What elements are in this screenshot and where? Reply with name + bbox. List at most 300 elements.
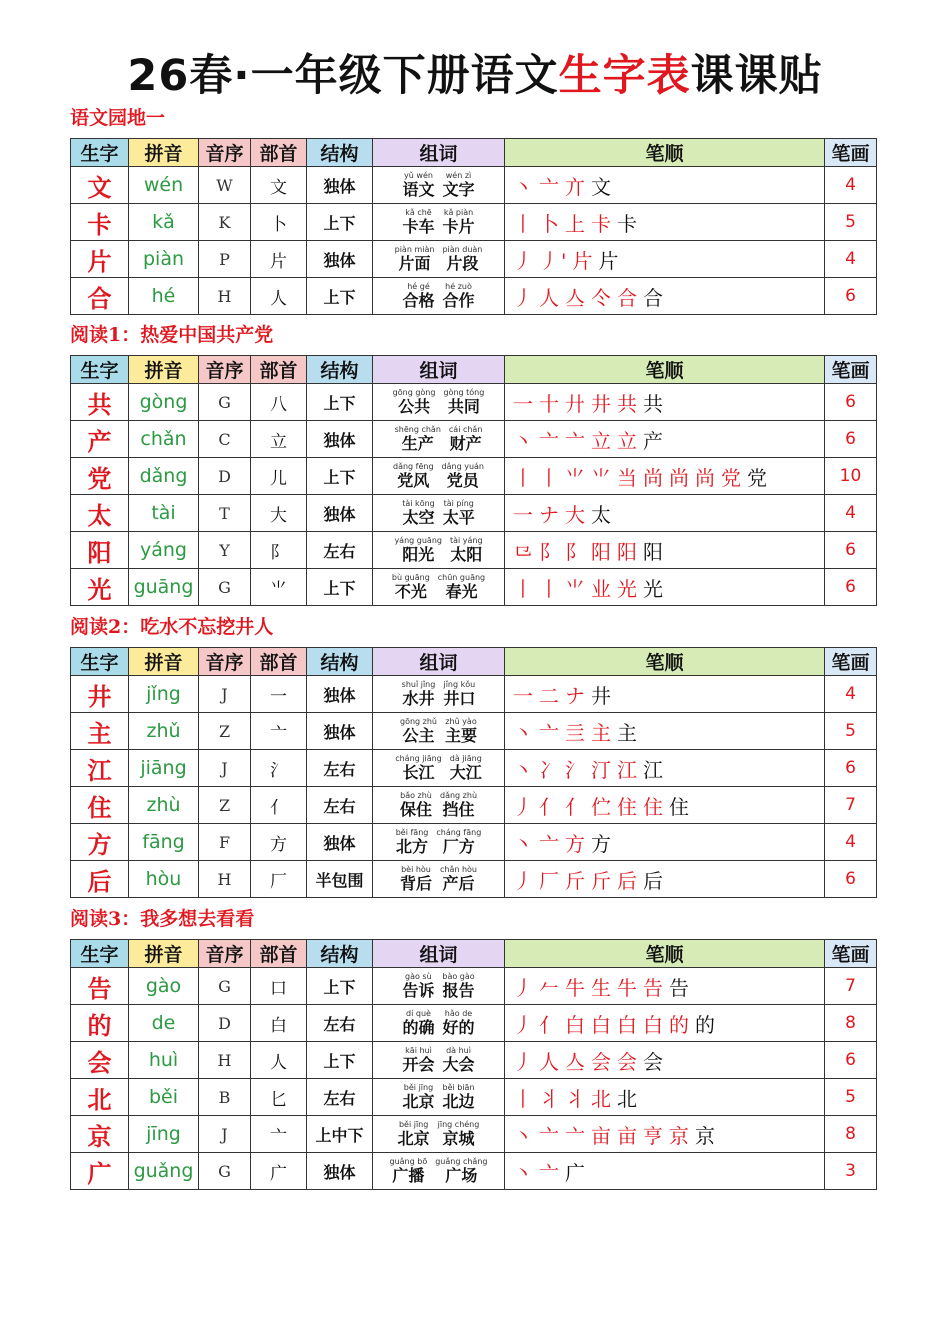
stroke-step: 丶	[513, 174, 535, 199]
word-pinyin: jǐng kǒu	[443, 680, 476, 689]
stroke-step: 丬	[565, 1086, 587, 1111]
stroke-step: 尚	[669, 465, 691, 490]
pinyin-cell: de	[129, 1005, 199, 1042]
word-pinyin: dà huì	[446, 1046, 471, 1055]
header-radical: 部首	[251, 940, 307, 968]
char-cell: 北	[71, 1079, 129, 1116]
stroke-step: 住	[643, 794, 665, 819]
word-text: 北京	[402, 1092, 435, 1111]
char-cell: 主	[71, 713, 129, 750]
stroke-step: 卜	[539, 211, 561, 236]
stroke-step: 北	[617, 1086, 639, 1111]
words-cell	[373, 968, 505, 1005]
char-cell: 广	[71, 1153, 129, 1190]
words-cell	[373, 421, 505, 458]
table-header-row	[71, 940, 877, 968]
header-seq: 音序	[199, 940, 251, 968]
stroke-step: 丶	[513, 831, 535, 856]
word-pinyin: hé gé	[407, 282, 430, 291]
word-pinyin: chūn guāng	[437, 573, 486, 582]
word-pair	[395, 426, 441, 452]
pinyin-cell: jiāng	[129, 750, 199, 787]
stroke-step: 江	[643, 757, 665, 782]
radical-cell: 人	[251, 278, 307, 315]
word-pair	[392, 574, 430, 600]
char-cell: 后	[71, 861, 129, 898]
stroke-step: 住	[617, 794, 639, 819]
word-pinyin: dǎng zhù	[440, 791, 478, 800]
word-text: 合作	[442, 291, 475, 310]
word-text: 阳光	[402, 545, 435, 564]
word-text: 主要	[445, 726, 478, 745]
header-pinyin: 拼音	[129, 139, 199, 167]
word-pair	[438, 574, 485, 600]
word-pair	[402, 209, 434, 235]
word-pair	[393, 463, 434, 489]
pinyin-cell: kǎ	[129, 204, 199, 241]
char-cell: 片	[71, 241, 129, 278]
seq-cell: Y	[199, 532, 251, 569]
word-pinyin: dà jiāng	[449, 754, 482, 763]
stroke-step: 亼	[565, 285, 587, 310]
stroke-order-cell	[505, 167, 825, 204]
table-row	[71, 787, 877, 824]
header-radical: 部首	[251, 648, 307, 676]
stroke-step: 丶	[513, 1123, 535, 1148]
stroke-step: 亠	[565, 428, 587, 453]
table-row	[71, 676, 877, 713]
word-pinyin: tài yáng	[449, 536, 483, 545]
radical-cell: 广	[251, 1153, 307, 1190]
stroke-count-cell: 4	[825, 824, 877, 861]
stroke-order-cell	[505, 278, 825, 315]
pinyin-cell: chǎn	[129, 421, 199, 458]
stroke-step: 立	[617, 428, 639, 453]
radical-cell: 阝	[251, 532, 307, 569]
stroke-count-cell: 6	[825, 1042, 877, 1079]
stroke-step: 文	[591, 174, 613, 199]
words-cell	[373, 824, 505, 861]
stroke-step: 广	[565, 1160, 587, 1185]
structure-cell: 独体	[307, 167, 373, 204]
word-text: 文字	[442, 180, 475, 199]
stroke-order-cell	[505, 384, 825, 421]
word-pinyin: yǔ wén	[404, 171, 433, 180]
table-row	[71, 495, 877, 532]
word-text: 开会	[402, 1055, 435, 1074]
words-cell	[373, 384, 505, 421]
stroke-step: 汀	[591, 757, 613, 782]
words-cell	[373, 861, 505, 898]
stroke-order-cell	[505, 1079, 825, 1116]
word-text: 不光	[394, 582, 427, 601]
word-text: 卡片	[442, 217, 475, 236]
stroke-step: 丨	[513, 465, 535, 490]
stroke-step: 后	[643, 868, 665, 893]
stroke-step: ⺋	[513, 539, 535, 564]
word-pair	[435, 1158, 487, 1184]
stroke-step: 亻	[539, 794, 561, 819]
section-4	[70, 905, 876, 1190]
radical-cell: 片	[251, 241, 307, 278]
word-text: 合格	[402, 291, 435, 310]
stroke-step: 北	[591, 1086, 613, 1111]
pinyin-cell: guāng	[129, 569, 199, 606]
seq-cell: G	[199, 569, 251, 606]
stroke-order-cell	[505, 1116, 825, 1153]
stroke-step: 京	[695, 1123, 717, 1148]
header-order: 笔顺	[505, 940, 825, 968]
stroke-step: 大	[565, 502, 587, 527]
word-pinyin: dǎng fēng	[392, 462, 434, 471]
header-count: 笔画	[825, 356, 877, 384]
stroke-order-cell	[505, 495, 825, 532]
word-pinyin: běi biān	[442, 1083, 475, 1092]
stroke-count-cell: 6	[825, 569, 877, 606]
header-order: 笔顺	[505, 356, 825, 384]
words-cell	[373, 532, 505, 569]
stroke-step: 白	[591, 1012, 613, 1037]
section-1	[70, 104, 876, 315]
table-row	[71, 1079, 877, 1116]
structure-cell: 上下	[307, 204, 373, 241]
stroke-step: ナ	[565, 683, 587, 708]
stroke-step: 会	[643, 1049, 665, 1074]
word-text: 北京	[397, 1129, 430, 1148]
stroke-step: 的	[669, 1012, 691, 1037]
radical-cell: 方	[251, 824, 307, 861]
word-pinyin: cái chǎn	[448, 425, 483, 434]
header-pinyin: 拼音	[129, 648, 199, 676]
words-cell	[373, 204, 505, 241]
seq-cell: J	[199, 676, 251, 713]
stroke-step: 太	[591, 502, 613, 527]
stroke-step: 一	[513, 391, 535, 416]
stroke-step: 丨	[539, 465, 561, 490]
stroke-step: 白	[565, 1012, 587, 1037]
seq-cell: G	[199, 968, 251, 1005]
word-pair	[402, 1047, 434, 1073]
header-structure: 结构	[307, 648, 373, 676]
header-count: 笔画	[825, 139, 877, 167]
stroke-step: 阳	[617, 539, 639, 564]
header-words: 组词	[373, 940, 505, 968]
word-pinyin: cháng fāng	[436, 828, 482, 837]
char-cell: 住	[71, 787, 129, 824]
word-pair	[442, 1084, 474, 1110]
stroke-step: 光	[617, 576, 639, 601]
stroke-order-cell	[505, 824, 825, 861]
stroke-step: 丿	[513, 975, 535, 1000]
pinyin-cell: huì	[129, 1042, 199, 1079]
char-cell: 党	[71, 458, 129, 495]
stroke-step: ⺌	[565, 465, 587, 490]
stroke-step: 丨	[513, 211, 535, 236]
radical-cell: 立	[251, 421, 307, 458]
stroke-step: 亠	[539, 174, 561, 199]
radical-cell: 口	[251, 968, 307, 1005]
seq-cell: J	[199, 1116, 251, 1153]
stroke-step: 的	[695, 1012, 717, 1037]
stroke-count-cell: 6	[825, 532, 877, 569]
char-cell: 江	[71, 750, 129, 787]
word-text: 广场	[445, 1166, 478, 1185]
word-pinyin: běi jīng	[403, 1083, 434, 1092]
stroke-step: 丿	[513, 794, 535, 819]
stroke-step: ナ	[539, 502, 561, 527]
structure-cell: 上下	[307, 1042, 373, 1079]
table-row	[71, 824, 877, 861]
stroke-step: 亠	[539, 831, 561, 856]
stroke-order-cell	[505, 676, 825, 713]
stroke-count-cell: 8	[825, 1116, 877, 1153]
word-pair	[449, 426, 483, 452]
stroke-step: 生	[591, 975, 613, 1000]
word-pinyin: zhǔ yào	[445, 717, 477, 726]
stroke-order-cell	[505, 968, 825, 1005]
stroke-step: 丨	[513, 1086, 535, 1111]
stroke-order-cell	[505, 532, 825, 569]
stroke-step: 阝	[539, 539, 561, 564]
words-cell	[373, 676, 505, 713]
stroke-step: 卡	[591, 211, 613, 236]
stroke-step: 井	[591, 391, 613, 416]
stroke-step: 亖	[565, 720, 587, 745]
stroke-step: 共	[617, 391, 639, 416]
structure-cell: 独体	[307, 713, 373, 750]
word-text: 报告	[442, 981, 475, 1000]
stroke-count-cell: 4	[825, 167, 877, 204]
stroke-step: 合	[643, 285, 665, 310]
structure-cell: 独体	[307, 1153, 373, 1190]
words-cell	[373, 1042, 505, 1079]
words-cell	[373, 278, 505, 315]
stroke-count-cell: 6	[825, 421, 877, 458]
stroke-step: 十	[539, 391, 561, 416]
word-text: 好的	[442, 1018, 475, 1037]
stroke-order-cell	[505, 569, 825, 606]
word-pair	[443, 172, 475, 198]
word-text: 井口	[443, 689, 476, 708]
radical-cell: 亻	[251, 787, 307, 824]
word-text: 公共	[398, 397, 431, 416]
pinyin-cell: běi	[129, 1079, 199, 1116]
stroke-step: 方	[591, 831, 613, 856]
header-char: 生字	[71, 139, 129, 167]
header-structure: 结构	[307, 940, 373, 968]
seq-cell: F	[199, 824, 251, 861]
structure-cell: 左右	[307, 787, 373, 824]
stroke-step: 冫	[539, 757, 561, 782]
words-cell	[373, 569, 505, 606]
char-cell: 告	[71, 968, 129, 1005]
stroke-step: 阳	[643, 539, 665, 564]
header-char: 生字	[71, 356, 129, 384]
char-cell: 阳	[71, 532, 129, 569]
pinyin-cell: zhǔ	[129, 713, 199, 750]
char-table	[70, 647, 877, 898]
stroke-step: 告	[643, 975, 665, 1000]
stroke-step: 亻	[539, 1012, 561, 1037]
seq-cell: C	[199, 421, 251, 458]
stroke-step: 亼	[565, 1049, 587, 1074]
word-text: 厂方	[442, 837, 475, 856]
word-text: 背后	[399, 874, 432, 893]
words-cell	[373, 167, 505, 204]
char-cell: 合	[71, 278, 129, 315]
stroke-step: ⺌	[565, 576, 587, 601]
word-pinyin: běi fāng	[395, 828, 429, 837]
word-text: 北边	[442, 1092, 475, 1111]
radical-cell: 八	[251, 384, 307, 421]
word-text: 共同	[447, 397, 480, 416]
structure-cell: 上下	[307, 569, 373, 606]
seq-cell: D	[199, 458, 251, 495]
stroke-order-cell	[505, 204, 825, 241]
header-radical: 部首	[251, 356, 307, 384]
section-title: 阅读1：热爱中国共产党	[70, 324, 274, 346]
stroke-step: 丿	[513, 1012, 535, 1037]
stroke-count-cell: 4	[825, 495, 877, 532]
word-pair	[390, 1158, 428, 1184]
word-pair	[440, 866, 477, 892]
stroke-step: 丿	[513, 248, 535, 273]
stroke-count-cell: 7	[825, 787, 877, 824]
stroke-step: 亠	[539, 720, 561, 745]
word-text: 大会	[442, 1055, 475, 1074]
stroke-step: 井	[591, 683, 613, 708]
structure-cell: 上中下	[307, 1116, 373, 1153]
stroke-step: 亻	[565, 794, 587, 819]
table-row	[71, 1116, 877, 1153]
stroke-step: 丿'	[539, 248, 569, 273]
word-text: 京城	[442, 1129, 475, 1148]
word-pair	[400, 718, 437, 744]
radical-cell: 亠	[251, 1116, 307, 1153]
word-pinyin: bèi hòu	[401, 865, 431, 874]
stroke-order-cell	[505, 421, 825, 458]
stroke-count-cell: 6	[825, 861, 877, 898]
radical-cell: 氵	[251, 750, 307, 787]
word-pinyin: gōng gòng	[392, 388, 436, 397]
word-pinyin: shuǐ jǐng	[401, 680, 436, 689]
stroke-step: 党	[747, 465, 769, 490]
stroke-step: 亩	[617, 1123, 639, 1148]
stroke-step: 党	[721, 465, 743, 490]
stroke-step: 牛	[617, 975, 639, 1000]
stroke-step: 主	[591, 720, 613, 745]
pinyin-cell: zhù	[129, 787, 199, 824]
char-table	[70, 939, 877, 1190]
stroke-step: ⺌	[591, 465, 613, 490]
word-pinyin: piàn miàn	[394, 245, 435, 254]
word-pinyin: bù guāng	[391, 573, 430, 582]
word-pinyin: cháng jiāng	[395, 754, 442, 763]
seq-cell: G	[199, 1153, 251, 1190]
word-text: 太空	[402, 508, 435, 527]
structure-cell: 上下	[307, 968, 373, 1005]
structure-cell: 独体	[307, 824, 373, 861]
stroke-count-cell: 10	[825, 458, 877, 495]
char-cell: 文	[71, 167, 129, 204]
word-pinyin: yáng guāng	[394, 536, 442, 545]
word-text: 的确	[402, 1018, 435, 1037]
stroke-step: 上	[565, 211, 587, 236]
stroke-step: 告	[669, 975, 691, 1000]
radical-cell: 人	[251, 1042, 307, 1079]
word-pinyin: bǎo zhù	[400, 791, 432, 800]
table-row	[71, 384, 877, 421]
char-cell: 卡	[71, 204, 129, 241]
header-char: 生字	[71, 648, 129, 676]
word-text: 产后	[442, 874, 475, 893]
char-cell: 共	[71, 384, 129, 421]
table-row	[71, 1042, 877, 1079]
word-pair	[398, 1121, 430, 1147]
radical-cell: 匕	[251, 1079, 307, 1116]
word-text: 长江	[402, 763, 435, 782]
word-pinyin: dí què	[406, 1009, 431, 1018]
structure-cell: 上下	[307, 458, 373, 495]
seq-cell: H	[199, 1042, 251, 1079]
structure-cell: 左右	[307, 532, 373, 569]
header-seq: 音序	[199, 356, 251, 384]
stroke-step: 江	[617, 757, 639, 782]
stroke-step: 共	[643, 391, 665, 416]
stroke-step: 丶	[513, 720, 535, 745]
stroke-step: 丶	[513, 757, 535, 782]
stroke-step: 会	[617, 1049, 639, 1074]
word-pair	[450, 537, 483, 563]
header-order: 笔顺	[505, 139, 825, 167]
stroke-step: 产	[643, 428, 665, 453]
seq-cell: T	[199, 495, 251, 532]
stroke-step: 一	[513, 683, 535, 708]
radical-cell: 儿	[251, 458, 307, 495]
header-count: 笔画	[825, 940, 877, 968]
structure-cell: 左右	[307, 1079, 373, 1116]
pinyin-cell: hòu	[129, 861, 199, 898]
word-pair	[443, 209, 475, 235]
table-row	[71, 861, 877, 898]
words-cell	[373, 787, 505, 824]
word-pair	[436, 829, 481, 855]
word-pinyin: jīng chéng	[437, 1120, 480, 1129]
stroke-step: 一	[513, 502, 535, 527]
stroke-order-cell	[505, 1005, 825, 1042]
seq-cell: B	[199, 1079, 251, 1116]
words-cell	[373, 1153, 505, 1190]
word-pinyin: gào sù	[405, 972, 432, 981]
seq-cell: Z	[199, 713, 251, 750]
stroke-count-cell: 3	[825, 1153, 877, 1190]
structure-cell: 上下	[307, 384, 373, 421]
table-header-row	[71, 648, 877, 676]
pinyin-cell: fāng	[129, 824, 199, 861]
stroke-order-cell	[505, 750, 825, 787]
char-cell: 会	[71, 1042, 129, 1079]
stroke-step: 会	[591, 1049, 613, 1074]
table-row	[71, 421, 877, 458]
word-pinyin: dǎng yuán	[441, 462, 484, 471]
stroke-step: 合	[617, 285, 639, 310]
word-text: 卡车	[402, 217, 435, 236]
pinyin-cell: wén	[129, 167, 199, 204]
stroke-count-cell: 8	[825, 1005, 877, 1042]
table-row	[71, 750, 877, 787]
pinyin-cell: dǎng	[129, 458, 199, 495]
stroke-step: 亠	[539, 1123, 561, 1148]
